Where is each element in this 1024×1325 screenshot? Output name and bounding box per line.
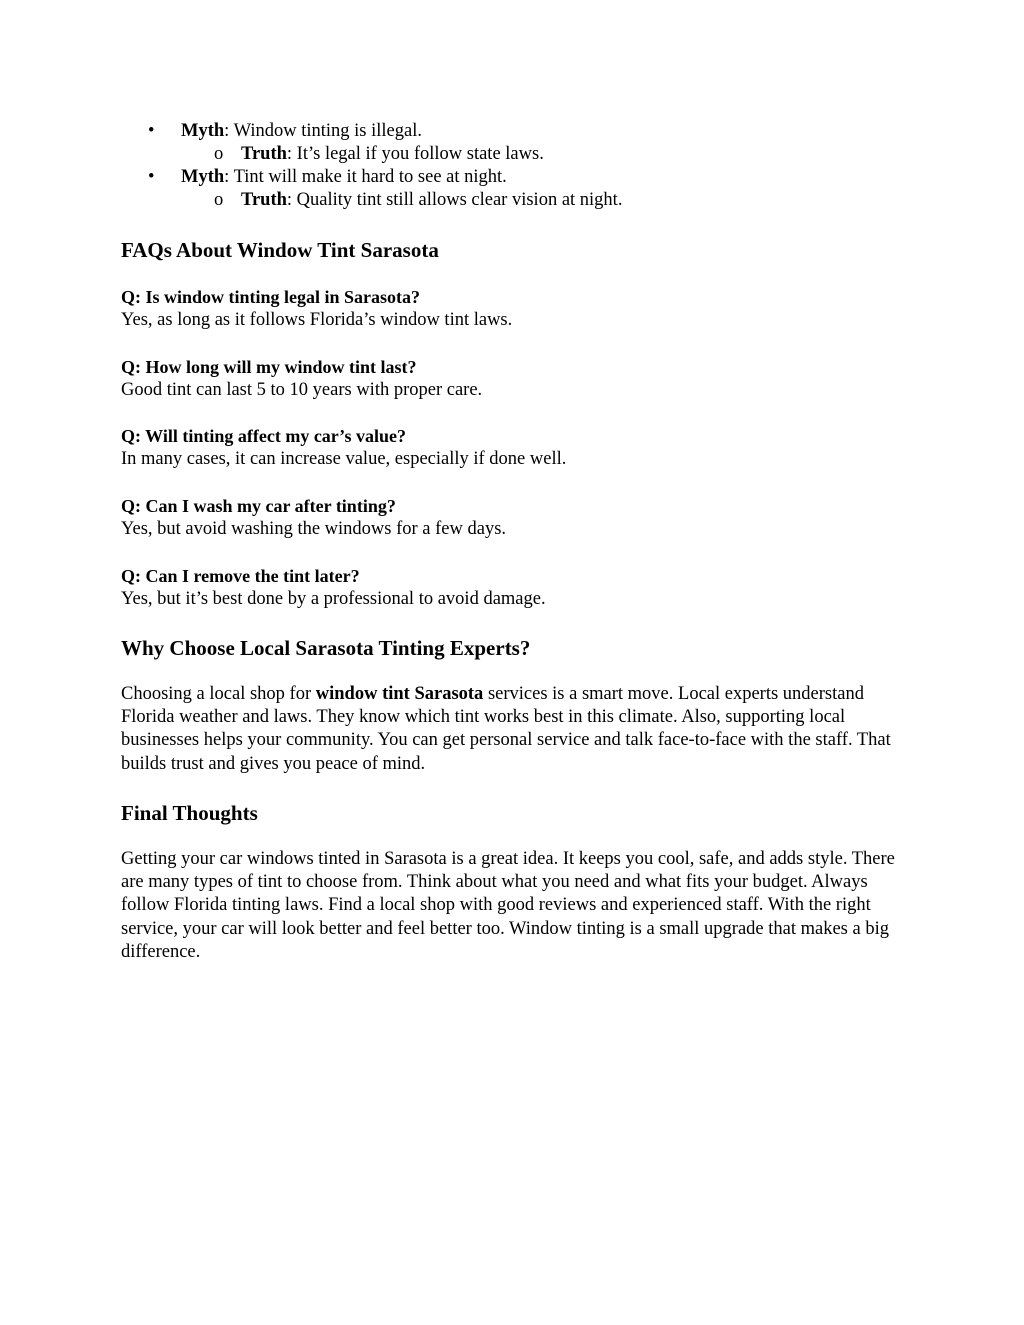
myth-label: Myth (181, 121, 225, 141)
myth-text: : Window tinting is illegal. (224, 121, 422, 141)
faq-question: Q: Can I wash my car after tinting? (121, 496, 396, 516)
truth-text: : Quality tint still allows clear vision at night. (286, 190, 623, 210)
why-local-heading: Why Choose Local Sarasota Tinting Experts? (121, 636, 531, 660)
faq-heading: FAQs About Window Tint Sarasota (121, 238, 439, 262)
why-local-text-before: Choosing a local shop for (121, 684, 316, 704)
myth-label: Myth (181, 167, 225, 187)
sub-bullet-icon: o (214, 144, 224, 164)
faq-answer: Yes, but avoid washing the windows for a few days. (121, 519, 507, 539)
why-local-paragraph (121, 683, 911, 776)
myth-item (181, 120, 422, 143)
truth-item (241, 143, 544, 166)
faq-question: Q: Is window tinting legal in Sarasota? (121, 287, 421, 307)
bullet-icon: • (148, 167, 155, 187)
truth-text: : It’s legal if you follow state laws. (286, 144, 544, 164)
myth-item (181, 166, 507, 189)
bullet-icon: • (148, 121, 155, 141)
faq-question: Q: Can I remove the tint later? (121, 566, 360, 586)
why-local-text-after: services is a smart move. Local experts understand Florida weather and laws. They know which tint works best in this climate. Also, supporting local businesses helps your community. You can get personal service and talk face-to-face with the staff. That builds trust and gives you peace of mind. (121, 684, 891, 774)
faq-answer: Yes, but it’s best done by a professional to avoid damage. (121, 589, 546, 609)
myth-text: : Tint will make it hard to see at night. (224, 167, 507, 187)
faq-answer: In many cases, it can increase value, especially if done well. (121, 449, 567, 469)
truth-label: Truth (241, 190, 287, 210)
truth-label: Truth (241, 144, 287, 164)
faq-answer: Good tint can last 5 to 10 years with proper care. (121, 380, 483, 400)
why-local-keyword: window tint Sarasota (315, 684, 484, 704)
final-thoughts-paragraph: Getting your car windows tinted in Sarasota is a great idea. It keeps you cool, safe, and adds style. There are many types of tint to choose from. Think about what you need and what fits your budget. Always follow Florida tinting laws. Find a local shop with good reviews and experienced staff. With the right service, your car will look better and feel better too. Window tinting is a small upgrade that makes a big difference. (121, 849, 895, 962)
faq-question: Q: Will tinting affect my car’s value? (121, 426, 406, 446)
truth-item (241, 189, 622, 212)
sub-bullet-icon: o (214, 190, 224, 210)
faq-answer: Yes, as long as it follows Florida’s window tint laws. (121, 310, 513, 330)
faq-question: Q: How long will my window tint last? (121, 357, 417, 377)
final-thoughts-heading: Final Thoughts (121, 801, 258, 825)
